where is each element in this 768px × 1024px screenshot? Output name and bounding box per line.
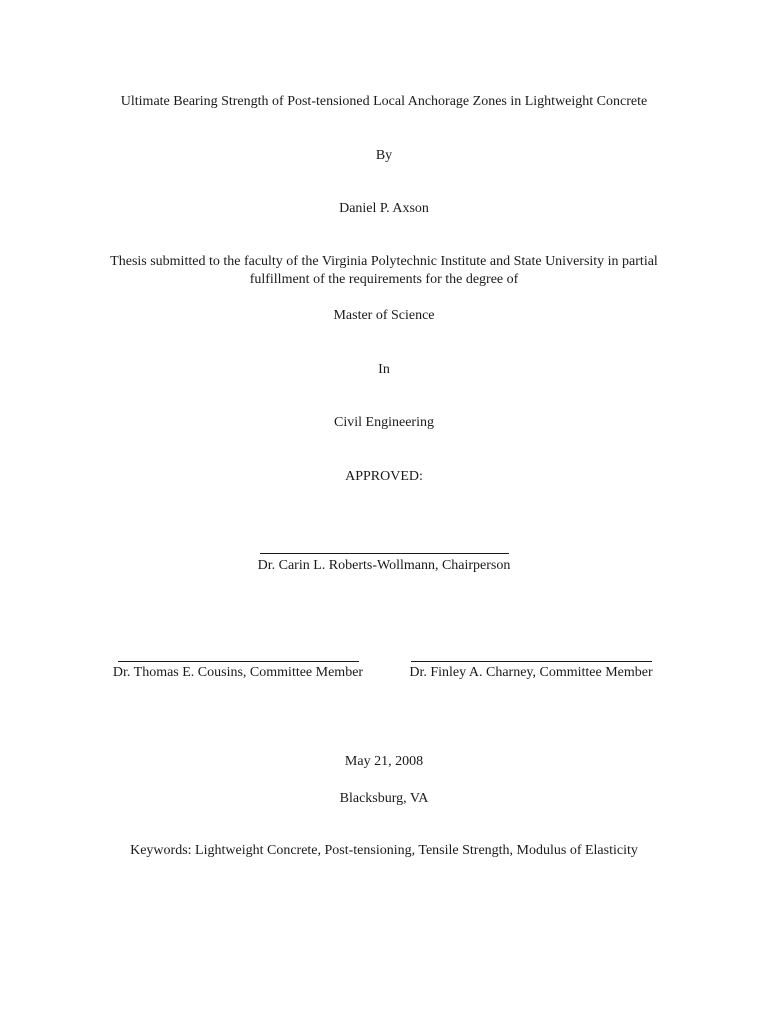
thesis-title: Ultimate Bearing Strength of Post-tensioned Local Anchorage Zones in Lightweight Concrete: [120, 94, 648, 109]
submission-date: May 21, 2008: [344, 754, 424, 769]
field-of-study: Civil Engineering: [334, 415, 434, 430]
left-member-name: Dr. Thomas E. Cousins, Committee Member: [112, 665, 364, 680]
author-name: Daniel P. Axson: [339, 201, 429, 216]
submission-statement: Thesis submitted to the faculty of the Virginia Polytechnic Institute and State University in partial fulfillment of the requirements for the degree of: [110, 254, 658, 287]
chair-signature-line: [260, 553, 509, 554]
right-member-name: Dr. Finley A. Charney, Committee Member: [409, 665, 653, 680]
by-label: By: [375, 148, 393, 163]
location: Blacksburg, VA: [339, 791, 429, 806]
right-member-signature-line: [411, 661, 652, 662]
keywords: Keywords: Lightweight Concrete, Post-tensioning, Tensile Strength, Modulus of Elasticity: [130, 843, 638, 858]
approved-label: APPROVED:: [345, 469, 423, 484]
chair-name: Dr. Carin L. Roberts-Wollmann, Chairperson: [257, 558, 511, 573]
degree-name: Master of Science: [333, 308, 435, 323]
left-member-signature-line: [118, 661, 359, 662]
in-label: In: [378, 362, 390, 377]
